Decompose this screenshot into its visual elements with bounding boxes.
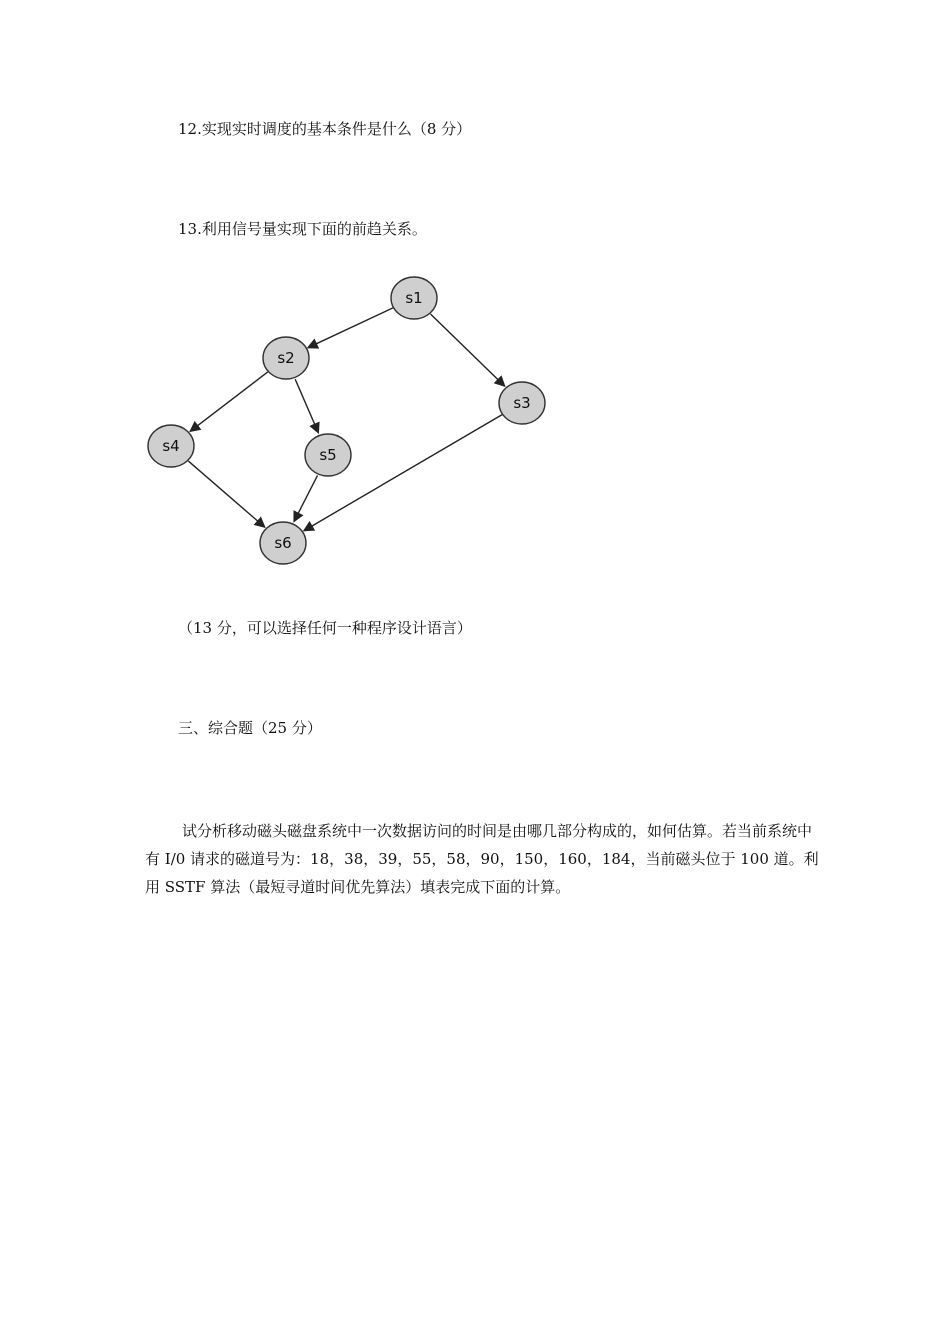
node-label: s2 bbox=[277, 349, 295, 367]
node-label: s6 bbox=[274, 534, 292, 552]
question-13: 13.利用信号量实现下面的前趋关系。 bbox=[178, 220, 427, 238]
node-s4 bbox=[148, 425, 194, 467]
edge-s4-s6 bbox=[188, 461, 264, 527]
edge-s1-s2 bbox=[308, 308, 393, 348]
question-13-note: （13 分，可以选择任何一种程序设计语言） bbox=[178, 619, 472, 637]
node-s6 bbox=[260, 522, 306, 564]
section-3-heading: 三、综合题（25 分） bbox=[178, 719, 322, 737]
node-label: s4 bbox=[162, 437, 180, 455]
precedence-graph bbox=[144, 263, 552, 571]
edge-s5-s6 bbox=[294, 475, 318, 521]
node-s5 bbox=[305, 434, 351, 476]
edge-s2-s4 bbox=[190, 372, 268, 431]
edge-s1-s3 bbox=[430, 314, 504, 386]
node-s3 bbox=[499, 382, 545, 424]
node-s2 bbox=[263, 337, 309, 379]
section-3-paragraph: 试分析移动磁头磁盘系统中一次数据访问的时间是由哪几部分构成的，如何估算。若当前系统中有 I/0 请求的磁道号为：18，38，39，55，58，90，150，160，184，当前磁头位于 100 道。利用 SSTF 算法（最短寻道时间优先算法）填表完成下面的计算。 bbox=[145, 822, 819, 896]
question-12: 12.实现实时调度的基本条件是什么（8 分） bbox=[178, 120, 472, 138]
node-s1 bbox=[391, 277, 437, 319]
node-label: s5 bbox=[319, 446, 337, 464]
node-label: s3 bbox=[513, 394, 531, 412]
edge-s2-s5 bbox=[295, 379, 318, 433]
node-label: s1 bbox=[405, 289, 423, 307]
